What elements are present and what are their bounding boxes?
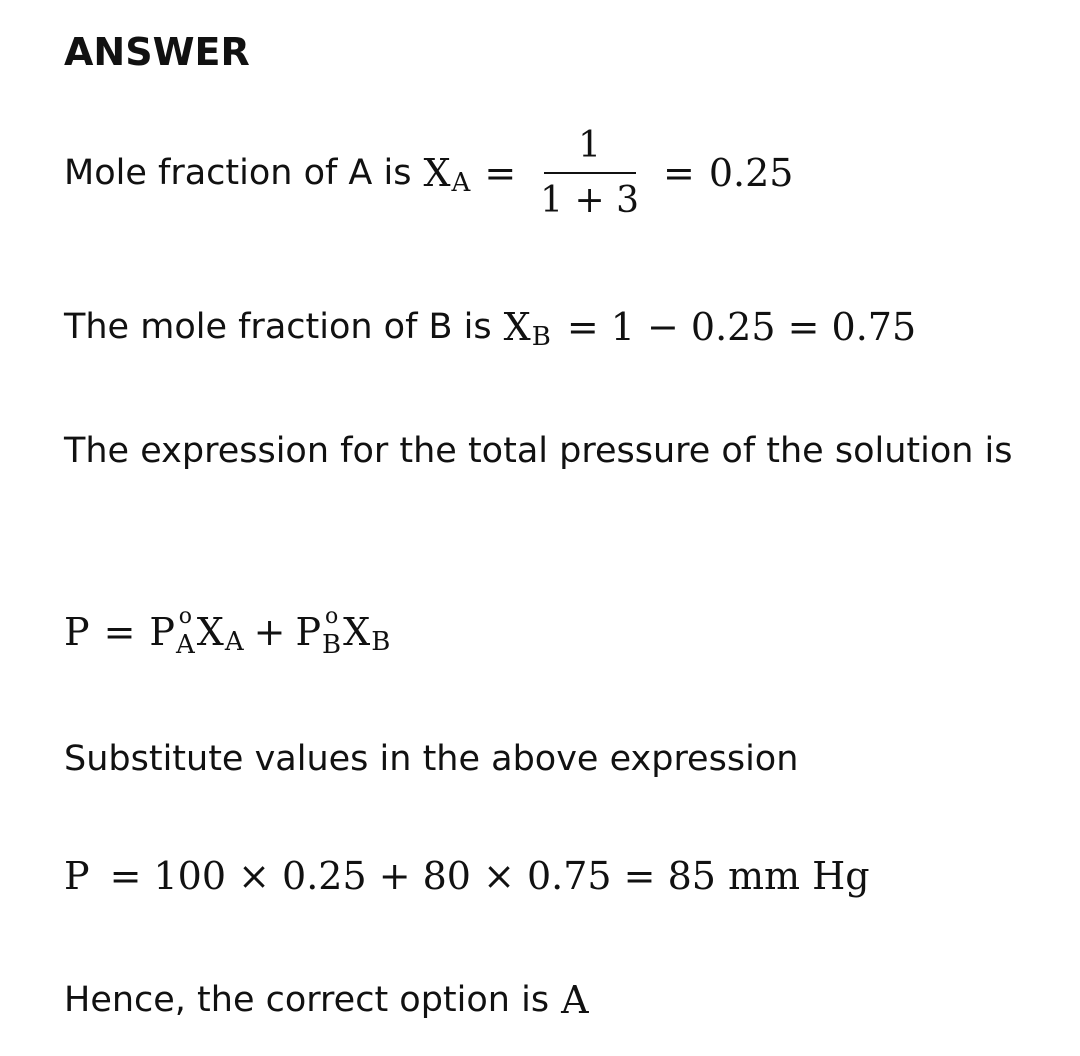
plus-sign: + — [253, 610, 286, 654]
p-symbol: P — [64, 610, 90, 654]
fraction — [540, 125, 639, 221]
equals-sign: = — [103, 610, 136, 654]
xa-symbol: X — [423, 151, 451, 195]
mole-fraction-a-text: Mole fraction of A is — [64, 153, 412, 193]
pa-sup-sub — [176, 604, 195, 660]
conclusion-text: Hence, the correct option is — [64, 980, 550, 1020]
numeric-result-line — [64, 848, 870, 904]
xb-subscript: B — [371, 627, 391, 657]
xa-subscript: A — [224, 627, 244, 657]
total-pressure-formula-line — [64, 600, 390, 664]
pb-subscript: B — [322, 630, 342, 660]
pa-superscript: o — [178, 604, 193, 629]
fraction-denominator: 1 + 3 — [540, 180, 640, 221]
substitute-text: Substitute values in the above expression — [64, 739, 799, 779]
equals-sign: = — [484, 151, 517, 195]
p-symbol: P — [64, 854, 90, 898]
mole-fraction-a-equation — [423, 125, 793, 221]
pb-superscript: o — [324, 604, 339, 629]
fraction-numerator: 1 — [544, 125, 636, 174]
numeric-result-equation — [64, 854, 870, 898]
pa-symbol: P — [149, 610, 175, 654]
mole-fraction-a-line — [64, 118, 793, 228]
xb-subscript: B — [531, 322, 551, 352]
xa-symbol: X — [196, 610, 224, 654]
pa-subscript: A — [176, 630, 195, 660]
xb-symbol: X — [343, 610, 371, 654]
pb-symbol: P — [295, 610, 322, 654]
total-pressure-intro: The expression for the total pressure of the solution is — [64, 431, 1013, 471]
xb-expression: = 1 − 0.25 = 0.75 — [566, 305, 917, 349]
answer-heading: ANSWER — [64, 30, 250, 74]
equals-sign: = — [663, 151, 695, 195]
correct-option: A — [561, 978, 589, 1022]
pb-sup-sub — [322, 604, 342, 660]
xb-symbol: X — [503, 305, 531, 349]
xa-subscript: A — [451, 168, 471, 198]
mole-fraction-b-line — [64, 300, 916, 354]
total-pressure-formula — [64, 604, 391, 660]
mole-fraction-b-equation — [503, 305, 917, 352]
numeric-expression: = 100 × 0.25 + 80 × 0.75 = 85 mm Hg — [109, 854, 870, 898]
conclusion-line — [64, 972, 589, 1028]
mole-fraction-b-text: The mole fraction of B is — [64, 307, 492, 347]
xa-result: 0.25 — [708, 151, 794, 195]
